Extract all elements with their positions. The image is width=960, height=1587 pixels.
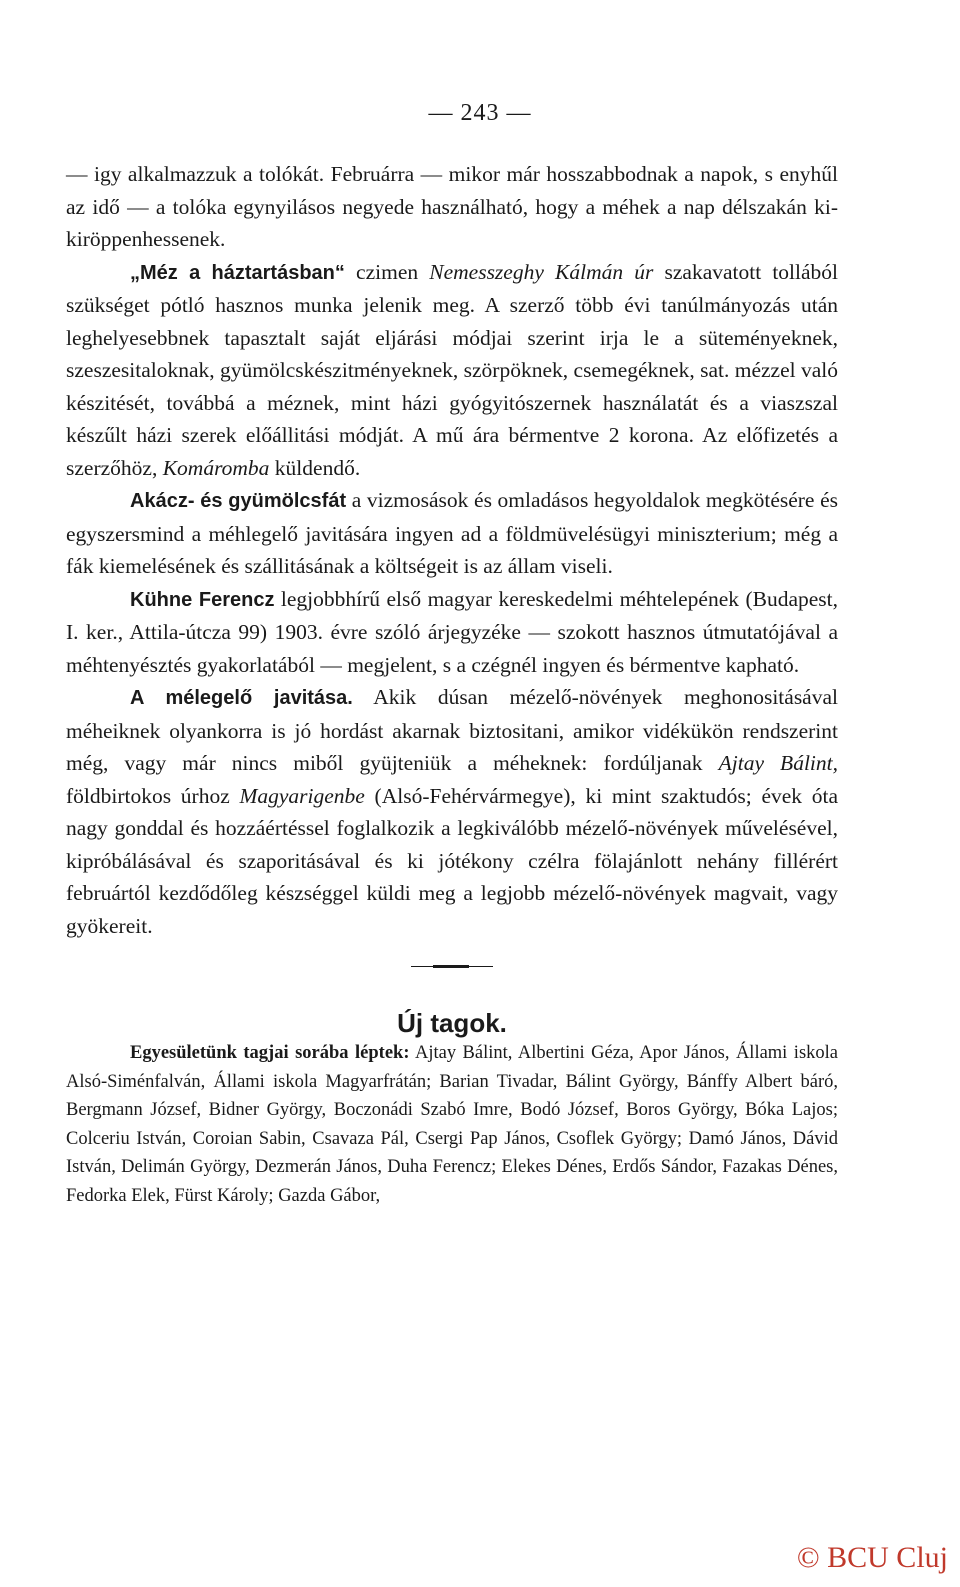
section-heading: Új tagok. <box>397 1008 507 1038</box>
paragraph-4 <box>66 583 838 682</box>
paragraph-5-name: Ajtay Bálint, <box>718 751 838 775</box>
page-number: — 243 — <box>428 100 532 126</box>
section-divider <box>411 966 493 969</box>
paragraph-4-text: legjobbhírű első magyar kereskedelmi méhtelepének (Budapest, I. ker., Attila-útcza 99) 1903. évre szóló árjegyzéke — szokott hasznos útmutatójával a méhtenyésztés gyakorlatából — megjelent, s a czégnél ingyen és bérmentve kapható. <box>66 586 839 677</box>
paragraph-5-lead: A mélegelő javitása. <box>130 687 353 709</box>
paragraph-2-text-a: czimen <box>344 259 430 284</box>
new-members-lead: Egyesületünk tagjai sorába léptek: <box>130 1043 410 1063</box>
paragraph-2-lead: „Méz a háztartásban“ <box>130 261 345 284</box>
paragraph-3-text: a vizmosások és omladásos hegyoldalok megkötésére és egyszersmind a méhlegelő javitására ingyen ad a földmüvelésügyi miniszterium; még a fák kiemelésének és szállitásának a költségeit is az állam viseli. <box>66 488 838 578</box>
paragraph-2-place: Komáromba <box>162 455 270 480</box>
paragraph-5-text-b: földbirtokos úrhoz <box>66 783 240 808</box>
section-divider-accent <box>433 965 469 968</box>
paragraph-2 <box>66 256 838 485</box>
paragraph-2-author: Nemesszeghy Kálmán úr <box>429 259 654 284</box>
paragraph-3 <box>66 484 838 583</box>
paragraph-5 <box>66 681 838 942</box>
article-body <box>66 158 838 1210</box>
paragraph-1: — igy alkalmazzuk a tolókát. Februárra — mikor már hosszabbodnak a napok, s enyhűl az idő — a tolóka egynyilásos negyede használható, hogy a méhek a nap délszakán ki-kiröppenhessenek. <box>66 162 838 251</box>
new-members-names: Ajtay Bálint, Albertini Géza, Apor János, Állami iskola Alsó-Siménfalván, Állami iskola Magyarfrátán; Barian Tivadar, Bálint György, Bánffy Albert báró, Bergmann József, Bidner György, Boczonádi Szabó Imre, Bodó József, Boros György, Bóka Lajos; Colceriu István, Coroian Sabin, Csavaza Pál, Csergi Pap János, Csoflek György; Damó János, Dávid István, Delimán György, Dezmerán János, Duha Ferencz; Elekes Dénes, Erdős Sándor, Fazakas Dénes, Fedorka Elek, Fürst Károly; Gazda Gábor, <box>66 1043 838 1206</box>
paragraph-2-text-b: szakavatott tollából szükséget pótló hasznos munka jelenik meg. A szerző több évi tanúlmányozás után leghelyesebbnek tapasztalt saját eljárási módjai szerint irja le a süteményeknek, szeszesitaloknak, gyümölcskészitményeknek, szörpöknek, csemegéknek, sat. mézzel való készitését, továbbá a méznek, mint házi gyógyitószernek használatát és a viaszszal készűlt házi szerek előállitási módját. A mű ára bérmentve 2 korona. Az előfizetés a szerzőhöz, <box>66 259 839 480</box>
new-members-list <box>66 1039 838 1210</box>
paragraph-5-text-a: Akik dúsan mézelő-növények meghonositásával méheiknek olyankorra is jó hordást akarnak biztositani, amikor vidékükön rendszerint még, vagy már nincs miből gyüjteniük a méheknek: fordúljanak <box>66 685 838 775</box>
paragraph-5-place: Magyarigenbe <box>239 783 365 808</box>
paragraph-2-text-c: küldendő. <box>269 455 361 480</box>
paragraph-3-lead: Akácz- és gyümölcsfát <box>130 490 347 512</box>
library-watermark: © BCU Cluj <box>796 1541 948 1574</box>
paragraph-4-lead: Kühne Ferencz <box>130 588 275 611</box>
paragraph-5-text-c: (Alsó-Fehérvármegye), ki mint szaktudós; évek óta nagy gonddal és hozzáértéssel foglalkozik a legkiválóbb mézelő-növények művelésével, kipróbálásával és szaporitásával és ki jótékony czélra fölajánlott nehány fillérért februártól kezdődőleg készséggel küldi meg a legjobb mézelő-növények magvait, vagy gyökereit. <box>66 783 839 938</box>
